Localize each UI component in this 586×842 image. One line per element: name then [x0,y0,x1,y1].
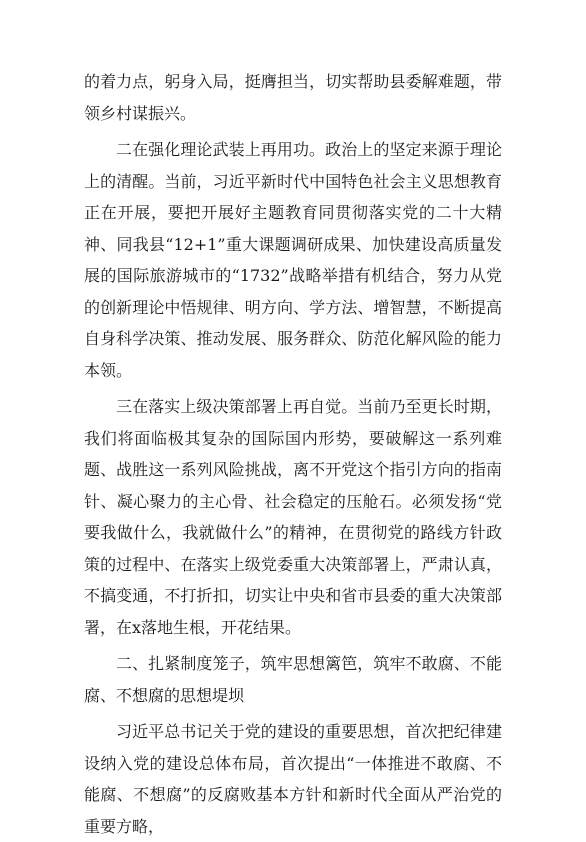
paragraph-theory-study: 二在强化理论武装上再用功。政治上的坚定来源于理论上的清醒。当前，习近平新时代中国特色社会主义思想教育正在开展，要把开展好主题教育同贯彻落实党的二十大精神、同我县“12+1”重大课题调研成果、加快建设高质量发展的国际旅游城市的“1732”战略举措有机结合，努力从党的创新理论中悟规律、明方向、学方法、增智慧，不断提高自身科学决策、推动发展、服务群众、防范化解风险的能力本领。 [84,140,502,380]
paragraph-party-building: 习近平总书记关于党的建设的重要思想，首次把纪律建设纳入党的建设总体布局，首次提出“一体推进不敢腐、不能腐、不想腐”的反腐败基本方针和新时代全面从严治党的重要方略， [84,722,502,836]
section-heading-two: 二、扎紧制度笼子，筑牢思想篱笆，筑牢不敢腐、不能腐、不想腐的思想堤坝 [84,654,502,705]
paragraph-implement-decisions: 三在落实上级决策部署上再自觉。当前乃至更长时期，我们将面临极其复杂的国际国内形势，要破解这一系列难题、战胜这一系列风险挑战，离不开党这个指引方向的指南针、凝心聚力的主心骨、社会稳定的压舱石。必须发扬“党要我做什么，我就做什么”的精神，在贯彻党的路线方针政策的过程中、在落实上级党委重大决策部署上，严肃认真，不搞变通，不打折扣，切实让中央和省市县委的重大决策部署，在x落地生根，开花结果。 [84,397,502,637]
paragraph-continuation: 的着力点，躬身入局，挺膺担当，切实帮助县委解难题，带领乡村谋振兴。 [84,72,502,123]
